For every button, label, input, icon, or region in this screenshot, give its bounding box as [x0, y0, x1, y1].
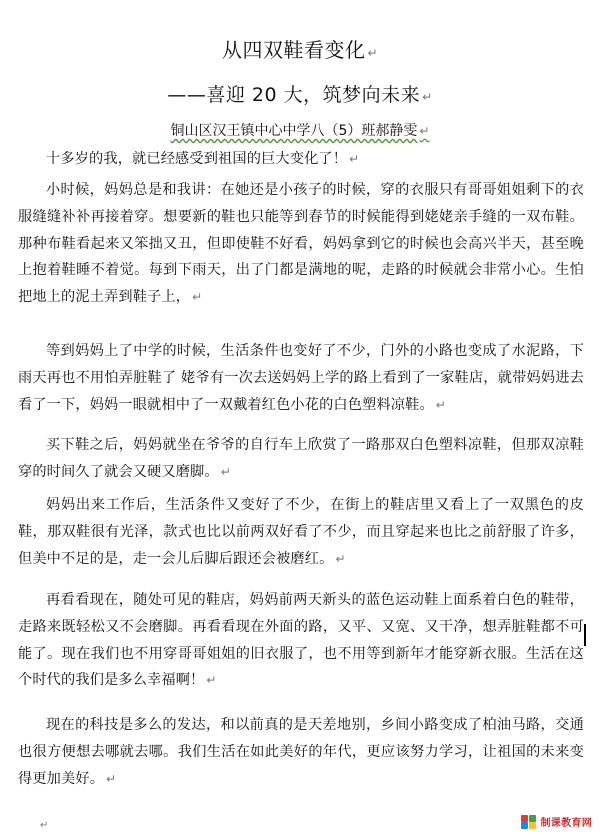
paragraph-mark-icon: ↵: [335, 551, 346, 566]
paragraph-mark-icon: ↵: [206, 673, 217, 688]
paragraph-text: 妈妈出来工作后，生活条件又变好了不少，在街上的鞋店里又看上了一双黑色的皮鞋，那双鞋很有光泽，款式也比以前两双好看了不少，而且穿起来也比之前舒服了许多，但美中不足的是，走一会儿后脚后跟还会被磨红。: [18, 497, 584, 567]
text-cursor: [584, 624, 586, 646]
paragraph-text: 等到妈妈上了中学的时候，生活条件也变好了不少，门外的小路也变成了水泥路，下雨天再也不用怕弄脏鞋了 姥爷有一次去送妈妈上学的路上看到了一家鞋店，就带妈妈进去看了一下，妈妈一眼就相中了一双戴着红色小花的白色塑料凉鞋。: [18, 343, 584, 413]
paragraph-mark-icon: ↵: [192, 290, 203, 305]
body-paragraph: [18, 492, 584, 572]
paragraph-mark-icon: ↵: [422, 90, 433, 104]
paragraph-mark-icon: ↵: [367, 46, 379, 60]
paragraph-text: 小时候，妈妈总是和我讲：在她还是小孩子的时候，穿的衣服只有哥哥姐姐剩下的衣服缝缝补补再接着穿。想要新的鞋也只能等到春节的时候能得到姥姥亲手缝的一双布鞋。那种布鞋看起来又笨拙又丑，但即使鞋不好看，妈妈拿到它的时候也会高兴半天，甚至晚上抱着鞋睡不着觉。每到下雨天，出了门都是满地的呢，走路的时候就会非常小心。生怕把地上的泥土弄到鞋子上，: [18, 182, 584, 306]
paragraph-mark-icon: ↵: [106, 771, 117, 786]
author-text: 铜山区汉王镇中心中学八（5）班郝静雯: [170, 123, 418, 139]
subtitle-text: ——喜迎 20 大，筑梦向未来: [167, 84, 421, 106]
document-title: [0, 34, 600, 63]
paragraph-text: 现在的科技是多么的发达，和以前真的是天差地别，乡间小路变成了柏油马路，交通也很方便想去哪就去哪。我们生活在如此美好的年代，更应该努力学习，让祖国的未来变得更加美好。: [18, 717, 584, 787]
paragraph-text: 再看看现在，随处可见的鞋店，妈妈前两天新头的蓝色运动鞋上面系着白色的鞋带，走路来既轻松又不会磨脚。再看看现在外面的路，又平、又宽、又干净，想弄脏鞋都不可能了。现在我们也不用穿哥哥姐姐的旧衣服了，也不用等到新年才能穿新衣服。生活在这个时代的我们是多么幸福啊！: [18, 592, 584, 689]
paragraph-mark-icon: ↵: [349, 152, 360, 166]
watermark-logo: [521, 814, 593, 829]
author-line: [0, 120, 600, 140]
paragraph-text: 买下鞋之后，妈妈就坐在爷爷的自行车上欣赏了一路那双白色塑料凉鞋，但那双凉鞋穿的时间久了就会又硬又磨脚。: [18, 437, 584, 480]
paragraph-mark-icon: ↵: [40, 820, 49, 831]
body-paragraph: [18, 432, 584, 486]
body-paragraph: [18, 587, 584, 694]
watermark-text: 制课教育网: [540, 818, 592, 829]
body-paragraph: [18, 177, 584, 311]
document-subtitle: [0, 80, 600, 107]
paragraph-text: 十多岁的我，就已经感受到祖国的巨大变化了！: [46, 151, 348, 167]
title-text: 从四双鞋看变化: [221, 38, 366, 62]
body-paragraph: [18, 712, 584, 792]
logo-icon: [521, 815, 537, 829]
paragraph-mark-icon: ↵: [435, 397, 447, 412]
body-paragraph: [18, 146, 584, 173]
paragraph-mark-icon: ↵: [220, 464, 231, 479]
body-paragraph: [18, 338, 584, 418]
paragraph-mark-icon: ↵: [419, 124, 430, 138]
